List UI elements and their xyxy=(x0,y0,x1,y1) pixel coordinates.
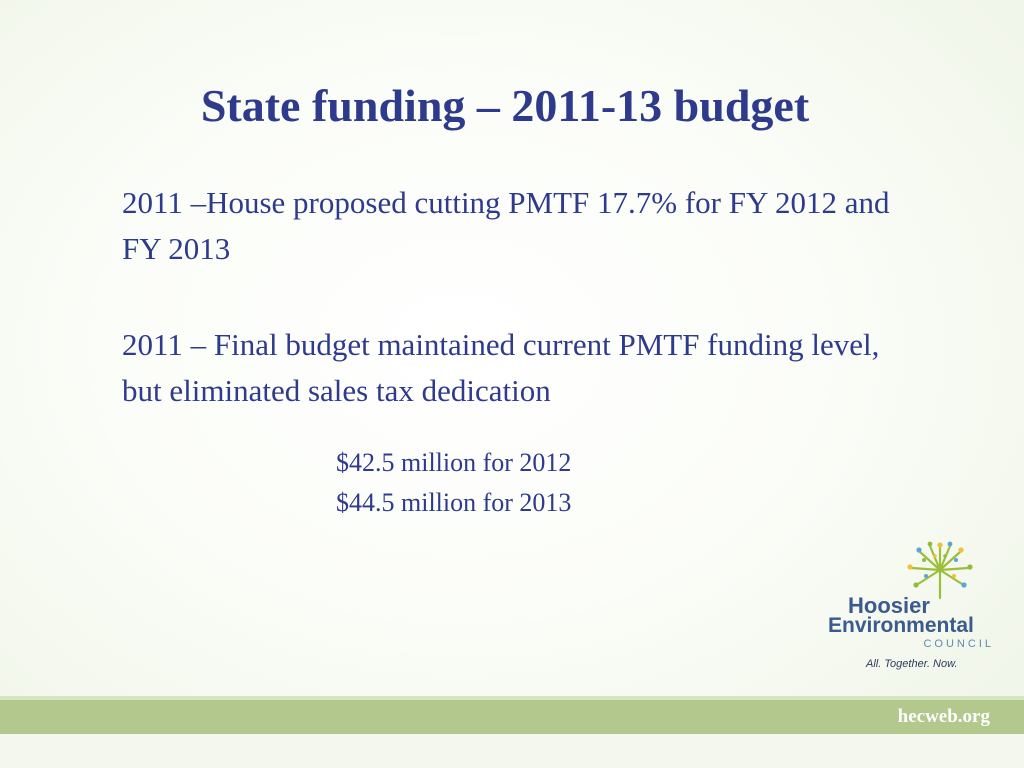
paragraph-house-proposal: 2011 –House proposed cutting PMTF 17.7% for FY 2012 and FY 2013 xyxy=(122,185,890,266)
hec-logo xyxy=(822,540,1002,680)
amount-2013: $44.5 million for 2013 xyxy=(336,488,572,517)
slide-title: State funding – 2011-13 budget xyxy=(200,80,810,131)
paragraph-final-budget: 2011 – Final budget maintained current PMTF funding level, but eliminated sales tax dedication xyxy=(122,327,880,408)
logo-text-council: COUNCIL xyxy=(923,638,994,650)
website-link[interactable]: hecweb.org xyxy=(897,706,990,727)
amount-2012: $42.5 million for 2012 xyxy=(336,448,572,477)
logo-text-hoosier: Hoosier xyxy=(848,593,930,618)
footer-bottom-strip xyxy=(0,734,1024,768)
logo-text-environmental: Environmental xyxy=(828,614,974,637)
logo-tagline: All. Together. Now. xyxy=(866,658,958,670)
footer-bar xyxy=(0,700,1024,734)
